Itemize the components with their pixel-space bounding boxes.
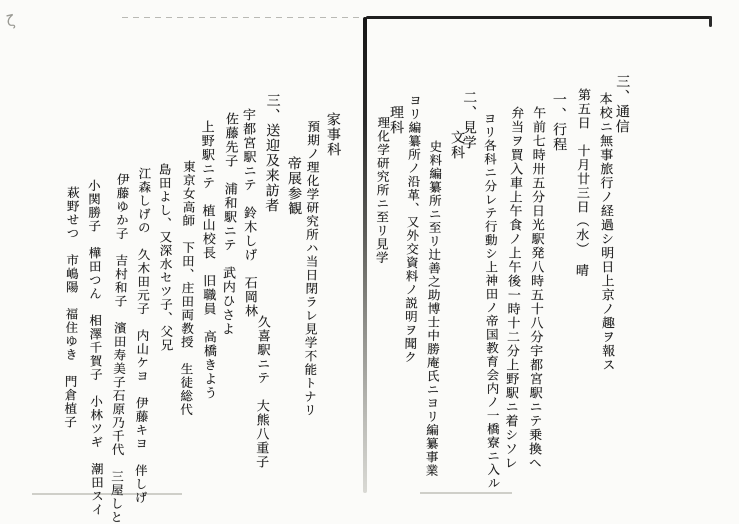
- heading-bunka: 文科: [448, 129, 466, 161]
- heading-section-1-kotei: 一、行程: [550, 91, 568, 153]
- line-visitors-joshikoshi: 東京女高師 下田、庄田両教授 生徒総代: [178, 159, 197, 417]
- page-fold-line: [363, 17, 367, 493]
- line-visitors-urawa: 佐藤先子 浦和駅ニテ 武内ひさよ: [218, 111, 239, 337]
- page-top-edge-faint-line: [122, 17, 368, 18]
- line-itinerary-hitotsubashi: ヨリ各科ニ分レテ行動シ上神田ノ帝国教育会内ノ一橋寮ニ入ル: [482, 111, 501, 491]
- line-visitors-ueno: 上野駅ニテ 植山校長 旧職員 高橋きよう: [198, 119, 217, 401]
- name-column-2: 伊藤ゆか子 吉村和子 濱田寿美子石原乃千代 三屋しと: [108, 172, 131, 524]
- line-kajika-riken-closed: 預期ノ理化学研究所ハ当日閉ラレ見学不能トナリ: [302, 119, 321, 418]
- heading-section-2-kengaku: 二、見学: [460, 89, 478, 151]
- name-column-1: 江森しげの 久木田元子 内山ケヨ 伊藤キヨ 伴しげ: [132, 166, 153, 505]
- page-top-edge-line: [366, 16, 712, 19]
- name-column-3: 小関勝子 樺田つん 相澤千賀子 小林ツギ 潮田スイ: [86, 178, 105, 517]
- pen-squiggle-mark: ζ: [4, 11, 17, 31]
- line-teiten-sankan: 帝展参観: [285, 155, 303, 217]
- line-report-to-school: 本校ニ無事旅行ノ経過シ明日上京ノ趣ヲ報ス: [596, 91, 615, 373]
- line-rika-riken: 理化学研究所ニ至リ見学: [374, 115, 391, 265]
- line-itinerary-lunch-ueno: 弁当ヲ買入車上午食ノ上午後一時十二分上野駅ニ着シソレ: [501, 105, 524, 471]
- heading-section-3-tsushin: 三、通信: [613, 73, 631, 135]
- bottom-edge-mark-left: [32, 493, 182, 495]
- name-column-4: 萩野せつ 市嶋陽 福住ゆき 門倉植子: [62, 185, 81, 430]
- line-itinerary-departure: 午前七時卅五分日光駅発八時五十八分宇都宮駅ニテ乗換ヘ: [525, 105, 546, 471]
- heading-kajika: 家事科: [324, 111, 342, 158]
- page-top-edge-hook: [709, 16, 712, 27]
- bottom-edge-mark-right: [420, 492, 512, 494]
- heading-rika: 理科: [387, 104, 405, 136]
- heading-section-3-sogei: 三、送迎及来訪者: [263, 92, 281, 214]
- line-visitors-shimada: 島田よし、又深水セツ子、父兄: [157, 162, 174, 353]
- line-visitors-utsunomiya: 宇都宮駅ニテ 鈴木しげ 石岡林: [239, 107, 258, 319]
- line-visitors-kuki: 久喜駅ニテ 大熊八重子: [253, 314, 270, 470]
- line-bunka-shiryohensanjo: 史料編纂所ニ至リ辻善之助博士中勝庵氏ニヨリ編纂事業: [423, 139, 444, 478]
- line-bunka-setsumei: ヨリ編纂所ノ沿革、又外交資料ノ説明ヲ聞ク: [402, 93, 423, 365]
- heading-day-5-date: 第五日 十月廿三日（水） 晴: [572, 87, 591, 278]
